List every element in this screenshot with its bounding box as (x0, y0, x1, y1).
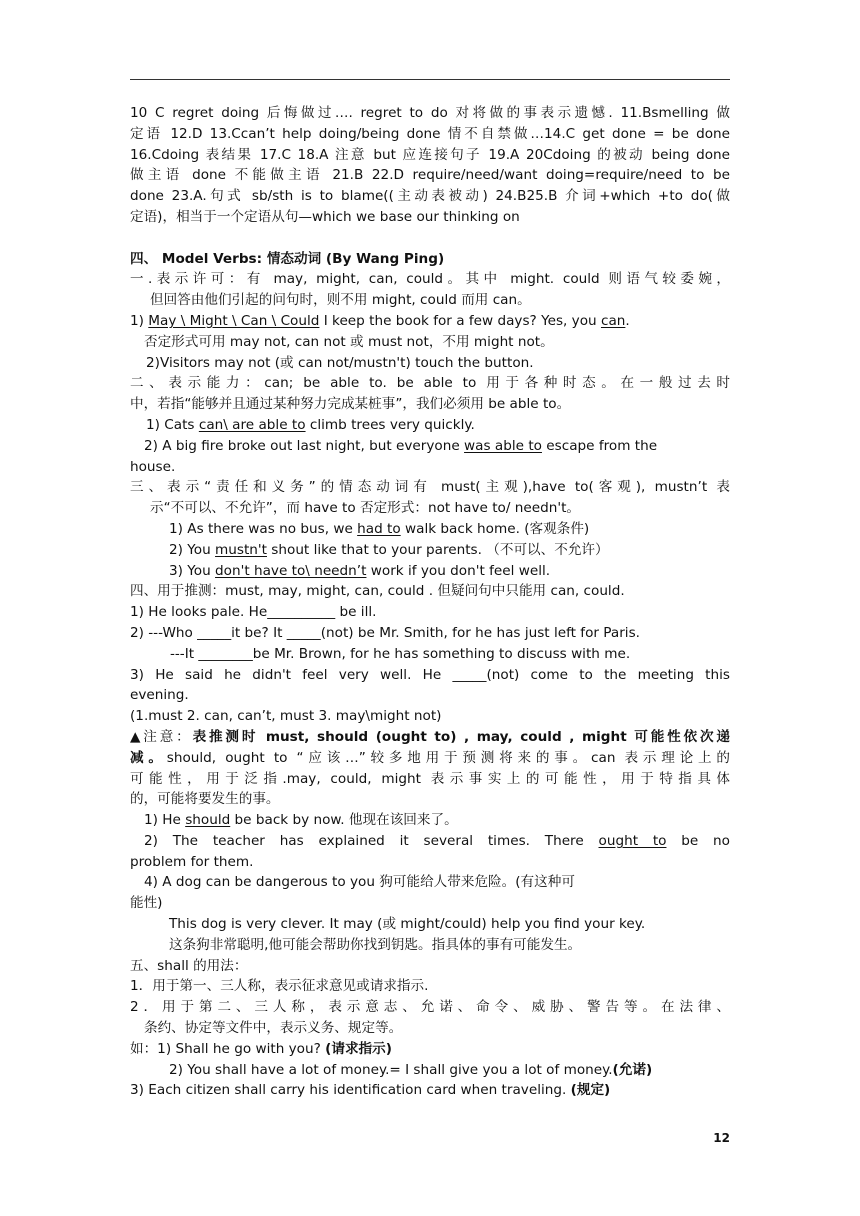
answer-line: 定语)，相当于一个定语从句—which we base our thinking on (130, 208, 520, 225)
example: 能性) (130, 895, 163, 912)
list-item: 1．用于第一、三人称，表示征求意见或请求指示. (130, 978, 429, 995)
example: 2) The teacher has explained it several times. There ought to be no (144, 832, 730, 849)
answer-line: 做主语 done 不能做主语 21.B 22.D require/need/want doing=require/need to be (130, 167, 730, 184)
question: 2) ---Who _____it be? It _____(not) be Mr. Smith, for he has just left for Paris. (130, 624, 640, 641)
answer-line: 10 C regret doing 后悔做过…. regret to do 对将做的事表示遗憾. 11.Bsmelling 做 (130, 105, 730, 121)
example: house. (130, 458, 176, 475)
answer-key: (1.must 2. can, can’t, must 3. may\might not) (130, 708, 442, 725)
paragraph: 否定形式可用 may not, can not 或 must not，不用 might not。 (144, 333, 554, 350)
answer-line: 定语 12.D 13.Ccan’t help doing/being done 情不自禁做…14.C get done = be done (130, 125, 730, 142)
example: problem for them. (130, 853, 254, 870)
paragraph: 四、用于推测：must, may, might, can, could . 但疑问句中只能用 can, could. (130, 583, 625, 600)
example: 1) Cats can\ are able to climb trees very quickly. (146, 416, 475, 433)
example: 3) Each citizen shall carry his identification card when traveling. (规定) (130, 1082, 611, 1099)
example: 2) You mustn't shout like that to your parents. （不可以、不允许） (169, 541, 609, 558)
example: This dog is very clever. It may (或 might/could) help you find your key. (169, 916, 646, 933)
list-item: 条约、协定等文件中，表示义务、规定等。 (144, 1020, 403, 1037)
paragraph: 三、表示“责任和义务”的情态动词有 must(主观),have to(客观), mustn’t 表 (130, 479, 730, 496)
paragraph: 一.表示许可：有 may, might, can, could。其中 might. could 则语气较委婉， (130, 271, 730, 288)
page-number: 12 (713, 1131, 730, 1145)
list-item: 2．用于第二、三人称，表示意志、允诺、命令、威胁、警告等。在法律、 (130, 999, 730, 1016)
note: 减。should, ought to “应该…”较多地用于预测将来的事。can 表示理论上的 (130, 749, 730, 766)
paragraph: 示“不可以、不允许”，而 have to 否定形式：not have to/ needn't。 (150, 500, 581, 517)
question: ---It ________be Mr. Brown, for he has something to discuss with me. (170, 645, 631, 662)
question: 3) He said he didn't feel very well. He _____(not) come to the meeting this (130, 666, 730, 683)
example: 1) May \ Might \ Can \ Could I keep the book for a few days? Yes, you can. (130, 312, 630, 329)
question: evening. (130, 687, 189, 704)
header-rule (130, 79, 730, 80)
note: 可能性，用于泛指.may, could, might 表示事实上的可能性，用于特指具体 (130, 770, 730, 787)
example: 如：1) Shall he go with you? (请求指示) (130, 1040, 392, 1057)
question: 1) He looks pale. He__________ be ill. (130, 604, 377, 621)
example: 这条狗非常聪明,他可能会帮助你找到钥匙。指具体的事有可能发生。 (169, 936, 582, 953)
example: 1) As there was no bus, we had to walk back home. (客观条件) (169, 520, 590, 537)
note: 的，可能将要发生的事。 (130, 791, 280, 808)
paragraph: 二、表示能力：can; be able to. be able to 用于各种时态。在一般过去时 (130, 375, 730, 392)
paragraph: 中，若指“能够并且通过某种努力完成某桩事”，我们必须用 be able to。 (130, 396, 571, 413)
paragraph: 五、shall 的用法： (130, 957, 248, 974)
example: 4) A dog can be dangerous to you 狗可能给人带来危险。(有这种可 (144, 874, 575, 891)
note: ▲注意：表推测时 must, should (ought to) , may, could , might 可能性依次递 (130, 728, 730, 745)
example: 2) You shall have a lot of money.= I shall give you a lot of money.(允诺) (169, 1061, 653, 1078)
example: 3) You don't have to\ needn’t work if you don't feel well. (169, 562, 551, 579)
answer-line: 16.Cdoing 表结果 17.C 18.A 注意 but 应连接句子 19.A 20Cdoing 的被动 being done (130, 146, 730, 163)
example: 1) He should be back by now. 他现在该回来了。 (144, 812, 458, 829)
paragraph: 但回答由他们引起的问句时，则不用 might, could 而用 can。 (150, 292, 531, 309)
page-content (130, 103, 730, 1101)
example: 2) A big fire broke out last night, but everyone was able to escape from the (144, 437, 658, 454)
section-title: 四、 Model Verbs: 情态动词 (By Wang Ping) (130, 250, 445, 267)
answer-line: done 23.A.句式 sb/sth is to blame((主动表被动) 24.B25.B 介词+which +to do(做 (130, 188, 730, 205)
example: 2)Visitors may not (或 can not/mustn't) touch the button. (146, 354, 534, 371)
